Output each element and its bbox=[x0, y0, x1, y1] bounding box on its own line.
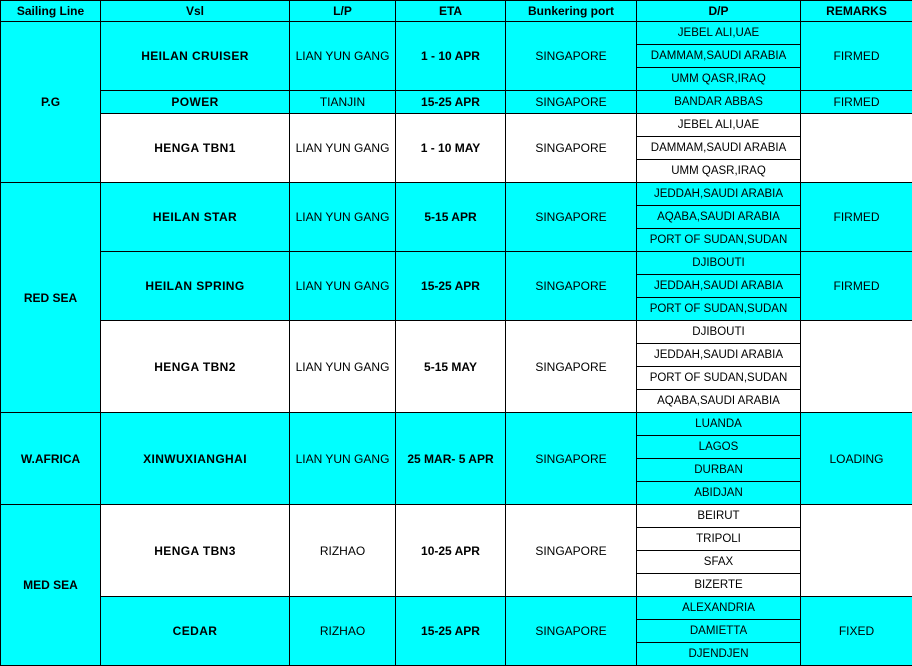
header-row bbox=[1, 1, 912, 22]
loading-port-cell: RIZHAO bbox=[290, 597, 396, 666]
sailing-line-cell: P.G bbox=[1, 22, 101, 183]
remarks-cell bbox=[801, 114, 912, 183]
eta-cell: 5-15 MAY bbox=[396, 321, 506, 413]
bunkering-port-cell: SINGAPORE bbox=[506, 597, 637, 666]
discharge-port-item: PORT OF SUDAN,SUDAN bbox=[637, 367, 800, 390]
loading-port-cell: LIAN YUN GANG bbox=[290, 252, 396, 321]
remarks-cell: FIRMED bbox=[801, 183, 912, 252]
table-row bbox=[1, 321, 912, 413]
header-sailing-line: Sailing Line bbox=[1, 1, 101, 22]
discharge-port-item: DAMIETTA bbox=[637, 620, 800, 643]
bunkering-port-cell: SINGAPORE bbox=[506, 22, 637, 91]
loading-port-cell: TIANJIN bbox=[290, 91, 396, 114]
header-lp: L/P bbox=[290, 1, 396, 22]
discharge-port-item: PORT OF SUDAN,SUDAN bbox=[637, 229, 800, 252]
eta-cell: 10-25 APR bbox=[396, 505, 506, 597]
discharge-port-item: LAGOS bbox=[637, 436, 800, 459]
discharge-port-item: BIZERTE bbox=[637, 574, 800, 597]
table-row bbox=[1, 505, 912, 597]
discharge-port-item: DURBAN bbox=[637, 459, 800, 482]
discharge-port-item: DAMMAM,SAUDI ARABIA bbox=[637, 45, 800, 68]
discharge-ports-cell bbox=[637, 183, 801, 252]
table-row bbox=[1, 252, 912, 321]
discharge-ports-cell bbox=[637, 252, 801, 321]
table-row bbox=[1, 413, 912, 505]
discharge-ports-cell bbox=[637, 91, 801, 114]
discharge-port-item: DJIBOUTI bbox=[637, 252, 800, 275]
vessel-cell: HEILAN STAR bbox=[101, 183, 290, 252]
sailing-line-cell: RED SEA bbox=[1, 183, 101, 413]
discharge-port-item: JEDDAH,SAUDI ARABIA bbox=[637, 275, 800, 298]
eta-cell: 5-15 APR bbox=[396, 183, 506, 252]
eta-cell: 15-25 APR bbox=[396, 597, 506, 666]
loading-port-cell: LIAN YUN GANG bbox=[290, 321, 396, 413]
bunkering-port-cell: SINGAPORE bbox=[506, 183, 637, 252]
discharge-ports-cell bbox=[637, 413, 801, 505]
remarks-cell: FIRMED bbox=[801, 91, 912, 114]
discharge-ports-cell bbox=[637, 22, 801, 91]
bunkering-port-cell: SINGAPORE bbox=[506, 321, 637, 413]
remarks-cell: FIRMED bbox=[801, 252, 912, 321]
loading-port-cell: LIAN YUN GANG bbox=[290, 413, 396, 505]
table-row bbox=[1, 91, 912, 114]
header-dp: D/P bbox=[637, 1, 801, 22]
eta-cell: 25 MAR- 5 APR bbox=[396, 413, 506, 505]
discharge-port-item: JEBEL ALI,UAE bbox=[637, 22, 800, 45]
loading-port-cell: LIAN YUN GANG bbox=[290, 22, 396, 91]
discharge-ports-cell bbox=[637, 114, 801, 183]
discharge-port-item: SFAX bbox=[637, 551, 800, 574]
bunkering-port-cell: SINGAPORE bbox=[506, 252, 637, 321]
loading-port-cell: RIZHAO bbox=[290, 505, 396, 597]
discharge-port-item: AQABA,SAUDI ARABIA bbox=[637, 206, 800, 229]
header-bunkering-port: Bunkering port bbox=[506, 1, 637, 22]
vessel-cell: XINWUXIANGHAI bbox=[101, 413, 290, 505]
vessel-cell: HENGA TBN3 bbox=[101, 505, 290, 597]
discharge-port-item: TRIPOLI bbox=[637, 528, 800, 551]
bunkering-port-cell: SINGAPORE bbox=[506, 114, 637, 183]
eta-cell: 15-25 APR bbox=[396, 91, 506, 114]
discharge-port-item: JEDDAH,SAUDI ARABIA bbox=[637, 183, 800, 206]
discharge-port-item: AQABA,SAUDI ARABIA bbox=[637, 390, 800, 413]
sailing-line-cell: MED SEA bbox=[1, 505, 101, 666]
discharge-port-item: JEBEL ALI,UAE bbox=[637, 114, 800, 137]
table-body bbox=[1, 22, 912, 666]
header-remarks: REMARKS bbox=[801, 1, 912, 22]
discharge-port-item: BEIRUT bbox=[637, 505, 800, 528]
eta-cell: 1 - 10 MAY bbox=[396, 114, 506, 183]
remarks-cell bbox=[801, 505, 912, 597]
header-eta: ETA bbox=[396, 1, 506, 22]
sailing-line-cell: W.AFRICA bbox=[1, 413, 101, 505]
table-row bbox=[1, 183, 912, 252]
discharge-port-item: DJENDJEN bbox=[637, 643, 800, 666]
discharge-ports-cell bbox=[637, 321, 801, 413]
vessel-cell: POWER bbox=[101, 91, 290, 114]
eta-cell: 1 - 10 APR bbox=[396, 22, 506, 91]
discharge-port-item: BANDAR ABBAS bbox=[637, 91, 800, 113]
vessel-cell: HEILAN SPRING bbox=[101, 252, 290, 321]
discharge-port-item: ABIDJAN bbox=[637, 482, 800, 505]
bunkering-port-cell: SINGAPORE bbox=[506, 505, 637, 597]
table-row bbox=[1, 597, 912, 666]
table-row bbox=[1, 22, 912, 91]
discharge-ports-cell bbox=[637, 597, 801, 666]
vessel-cell: CEDAR bbox=[101, 597, 290, 666]
remarks-cell: FIRMED bbox=[801, 22, 912, 91]
loading-port-cell: LIAN YUN GANG bbox=[290, 114, 396, 183]
discharge-port-item: PORT OF SUDAN,SUDAN bbox=[637, 298, 800, 321]
vessel-cell: HENGA TBN2 bbox=[101, 321, 290, 413]
vessel-cell: HENGA TBN1 bbox=[101, 114, 290, 183]
discharge-port-item: DJIBOUTI bbox=[637, 321, 800, 344]
table-row bbox=[1, 114, 912, 183]
vessel-cell: HEILAN CRUISER bbox=[101, 22, 290, 91]
eta-cell: 15-25 APR bbox=[396, 252, 506, 321]
remarks-cell: FIXED bbox=[801, 597, 912, 666]
discharge-port-item: LUANDA bbox=[637, 413, 800, 436]
bunkering-port-cell: SINGAPORE bbox=[506, 91, 637, 114]
table-header bbox=[1, 1, 912, 22]
discharge-ports-cell bbox=[637, 505, 801, 597]
discharge-port-item: JEDDAH,SAUDI ARABIA bbox=[637, 344, 800, 367]
discharge-port-item: ALEXANDRIA bbox=[637, 597, 800, 620]
remarks-cell bbox=[801, 321, 912, 413]
header-vsl: Vsl bbox=[101, 1, 290, 22]
loading-port-cell: LIAN YUN GANG bbox=[290, 183, 396, 252]
discharge-port-item: UMM QASR,IRAQ bbox=[637, 68, 800, 91]
bunkering-port-cell: SINGAPORE bbox=[506, 413, 637, 505]
discharge-port-item: UMM QASR,IRAQ bbox=[637, 160, 800, 183]
discharge-port-item: DAMMAM,SAUDI ARABIA bbox=[637, 137, 800, 160]
remarks-cell: LOADING bbox=[801, 413, 912, 505]
